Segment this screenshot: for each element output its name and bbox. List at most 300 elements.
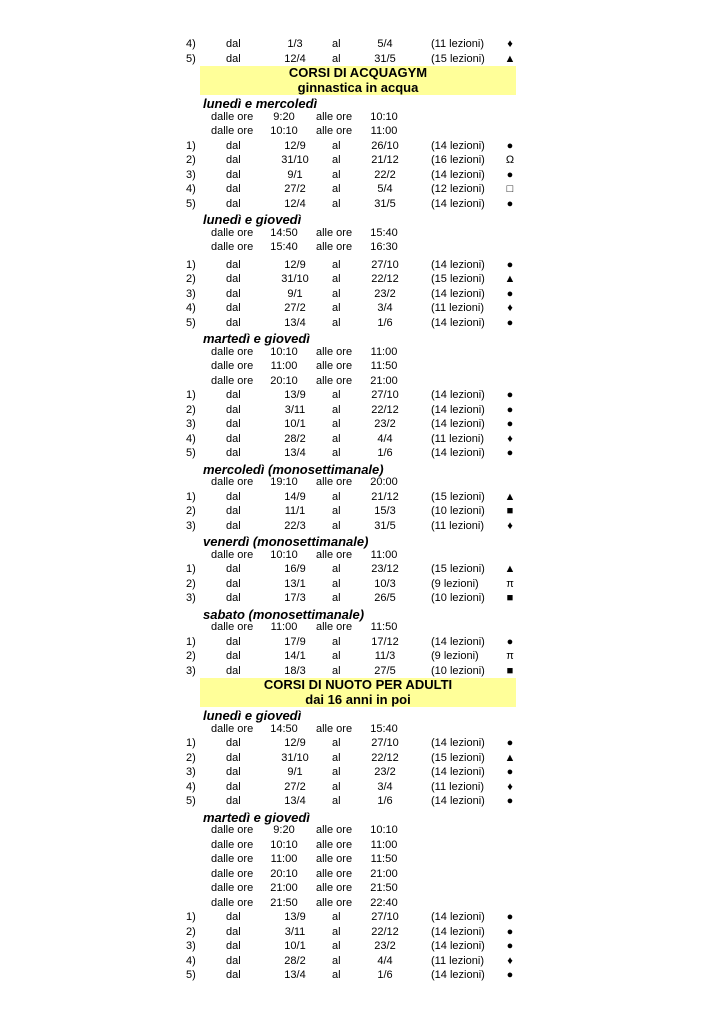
group-symbol: ● <box>506 737 514 749</box>
start-time: 11:00 <box>270 360 298 372</box>
time-row <box>0 124 724 139</box>
dal-label: dal <box>226 577 241 590</box>
lesson-count: (15 lezioni) <box>431 52 485 65</box>
lesson-row <box>0 52 724 67</box>
group-symbol: ♦ <box>507 38 513 50</box>
lesson-row <box>0 562 724 577</box>
dal-label: dal <box>226 911 241 923</box>
alle-label: alle ore <box>316 226 353 239</box>
end-date: 26/10 <box>371 139 399 152</box>
end-time: 21:50 <box>370 882 398 894</box>
lesson-row <box>0 794 724 809</box>
lesson-number: 1) <box>186 258 196 271</box>
end-time: 10:10 <box>370 824 398 836</box>
end-date: 17/12 <box>371 635 399 648</box>
day-label: mercoledì (monosettimanale) <box>203 461 384 477</box>
lesson-row <box>0 388 724 403</box>
start-date: 1/3 <box>287 38 303 50</box>
group-symbol: ● <box>506 197 514 210</box>
lesson-row <box>0 765 724 780</box>
alle-label: alle ore <box>316 838 353 851</box>
al-label: al <box>332 52 341 65</box>
time-row <box>0 374 724 389</box>
day-label: lunedì e giovedì <box>203 708 302 723</box>
start-date: 31/10 <box>281 273 309 285</box>
start-date: 12/9 <box>284 258 306 271</box>
alle-label: alle ore <box>316 110 353 123</box>
al-label: al <box>332 447 341 459</box>
alle-label: alle ore <box>316 896 353 909</box>
time-row <box>0 838 724 853</box>
dal-label: dal <box>226 505 241 517</box>
start-date: 13/4 <box>284 795 306 807</box>
dal-label: dal <box>226 737 241 749</box>
al-label: al <box>332 664 341 677</box>
lesson-number: 1) <box>186 490 196 503</box>
group-symbol: ● <box>506 389 514 401</box>
end-date: 11/3 <box>374 650 396 662</box>
lesson-count: (10 lezioni) <box>431 592 485 604</box>
group-symbol: ■ <box>506 505 514 517</box>
start-date: 17/3 <box>284 592 306 604</box>
dalle-label: dalle ore <box>211 548 254 561</box>
lesson-row <box>0 591 724 606</box>
time-row <box>0 722 724 737</box>
lesson-number: 4) <box>186 780 196 793</box>
al-label: al <box>332 795 341 807</box>
end-time: 11:50 <box>370 360 398 372</box>
end-date: 31/5 <box>374 52 396 65</box>
lesson-count: (11 lezioni) <box>431 38 484 50</box>
al-label: al <box>332 139 341 152</box>
time-row <box>0 345 724 360</box>
lesson-row <box>0 139 724 154</box>
end-date: 1/6 <box>377 795 393 807</box>
al-label: al <box>332 780 341 793</box>
end-date: 4/4 <box>377 954 393 967</box>
lesson-number: 3) <box>186 766 196 778</box>
lesson-count: (11 lezioni) <box>431 780 484 793</box>
lesson-number: 5) <box>186 316 196 329</box>
day-heading <box>0 533 724 548</box>
lesson-row <box>0 954 724 969</box>
group-symbol: π <box>506 650 514 662</box>
lesson-number: 2) <box>186 751 196 764</box>
lesson-count: (11 lezioni) <box>431 954 484 967</box>
end-date: 3/4 <box>377 780 393 793</box>
al-label: al <box>332 490 341 503</box>
end-date: 27/10 <box>371 737 399 749</box>
start-date: 12/9 <box>284 737 306 749</box>
lesson-number: 5) <box>186 52 196 65</box>
start-date: 13/1 <box>284 577 306 590</box>
group-symbol: ● <box>506 940 514 952</box>
start-time: 20:10 <box>270 374 298 387</box>
group-symbol: ● <box>506 418 514 430</box>
group-symbol: ♦ <box>507 954 513 967</box>
start-date: 9/1 <box>287 287 303 300</box>
lesson-count: (14 lezioni) <box>431 969 485 981</box>
start-date: 3/11 <box>284 925 306 938</box>
dal-label: dal <box>226 139 241 152</box>
lesson-number: 1) <box>186 737 196 749</box>
time-row <box>0 548 724 563</box>
alle-label: alle ore <box>316 548 353 561</box>
lesson-number: 5) <box>186 197 196 210</box>
group-symbol: ● <box>506 795 514 807</box>
section-header <box>200 678 516 707</box>
dal-label: dal <box>226 168 241 181</box>
alle-label: alle ore <box>316 867 353 880</box>
dal-label: dal <box>226 273 241 285</box>
end-time: 20:00 <box>370 476 398 488</box>
group-symbol: ● <box>506 403 514 416</box>
al-label: al <box>332 505 341 517</box>
al-label: al <box>332 316 341 329</box>
dal-label: dal <box>226 154 241 166</box>
dal-label: dal <box>226 447 241 459</box>
lesson-row <box>0 301 724 316</box>
lesson-count: (14 lezioni) <box>431 737 485 749</box>
time-row <box>0 852 724 867</box>
end-date: 27/10 <box>371 258 399 271</box>
al-label: al <box>332 38 341 50</box>
lesson-number: 2) <box>186 273 196 285</box>
start-date: 13/4 <box>284 316 306 329</box>
lesson-count: (14 lezioni) <box>431 925 485 938</box>
lesson-number: 3) <box>186 519 196 532</box>
al-label: al <box>332 563 341 575</box>
lesson-count: (10 lezioni) <box>431 664 485 677</box>
lesson-number: 2) <box>186 154 196 166</box>
time-row <box>0 867 724 882</box>
group-symbol: ● <box>506 911 514 923</box>
end-date: 26/5 <box>374 592 396 604</box>
lesson-number: 1) <box>186 139 196 152</box>
end-date: 1/6 <box>377 447 393 459</box>
lesson-row <box>0 316 724 331</box>
group-symbol: ● <box>506 969 514 981</box>
al-label: al <box>332 389 341 401</box>
lesson-number: 3) <box>186 592 196 604</box>
lesson-count: (14 lezioni) <box>431 447 485 459</box>
al-label: al <box>332 766 341 778</box>
lesson-row <box>0 519 724 534</box>
group-symbol: ♦ <box>507 519 513 532</box>
lesson-count: (14 lezioni) <box>431 418 485 430</box>
dal-label: dal <box>226 302 241 314</box>
group-symbol: ♦ <box>507 302 513 314</box>
end-time: 11:50 <box>370 853 398 865</box>
alle-label: alle ore <box>316 345 353 358</box>
lesson-count: (9 lezioni) <box>431 577 479 590</box>
end-date: 22/12 <box>371 751 399 764</box>
lesson-row <box>0 925 724 940</box>
end-time: 21:00 <box>370 867 398 880</box>
lesson-number: 4) <box>186 302 196 314</box>
lesson-row <box>0 197 724 212</box>
lesson-count: (15 lezioni) <box>431 751 485 764</box>
end-date: 22/12 <box>371 403 399 416</box>
end-date: 23/2 <box>374 287 396 300</box>
end-date: 1/6 <box>377 316 393 329</box>
lesson-number: 3) <box>186 940 196 952</box>
end-date: 1/6 <box>377 969 393 981</box>
start-date: 12/4 <box>284 52 306 65</box>
group-symbol: ● <box>506 316 514 329</box>
day-label: sabato (monosettimanale) <box>203 606 365 622</box>
start-date: 3/11 <box>284 403 306 416</box>
al-label: al <box>332 592 341 604</box>
al-label: al <box>332 751 341 764</box>
lesson-count: (14 lezioni) <box>431 168 485 181</box>
section-title: CORSI DI ACQUAGYM <box>288 65 428 80</box>
group-symbol: Ω <box>505 154 515 166</box>
day-label: martedì e giovedì <box>203 809 310 825</box>
end-date: 15/3 <box>374 505 396 517</box>
group-symbol: ■ <box>506 664 514 677</box>
end-date: 22/12 <box>371 273 399 285</box>
lesson-row <box>0 37 724 52</box>
dal-label: dal <box>226 197 241 210</box>
alle-label: alle ore <box>316 824 353 836</box>
lesson-row <box>0 635 724 650</box>
lesson-count: (14 lezioni) <box>431 197 485 210</box>
start-date: 9/1 <box>287 766 303 778</box>
dalle-label: dalle ore <box>211 345 254 358</box>
lesson-count: (9 lezioni) <box>431 650 479 662</box>
lesson-row <box>0 182 724 197</box>
lesson-count: (14 lezioni) <box>431 795 485 807</box>
alle-label: alle ore <box>316 125 353 137</box>
lesson-count: (16 lezioni) <box>431 154 485 166</box>
lesson-count: (15 lezioni) <box>431 273 485 285</box>
end-date: 31/5 <box>374 197 396 210</box>
dal-label: dal <box>226 592 241 604</box>
start-date: 13/9 <box>284 911 306 923</box>
end-date: 27/10 <box>371 389 399 401</box>
dal-label: dal <box>226 780 241 793</box>
group-symbol: □ <box>506 183 514 195</box>
start-date: 13/9 <box>284 389 306 401</box>
start-date: 14/9 <box>284 490 306 503</box>
start-date: 31/10 <box>281 751 309 764</box>
lesson-row <box>0 258 724 273</box>
time-row <box>0 475 724 490</box>
time-row <box>0 226 724 241</box>
end-date: 10/3 <box>374 577 396 590</box>
lesson-row <box>0 168 724 183</box>
day-label: venerdì (monosettimanale) <box>203 534 369 549</box>
lesson-row <box>0 780 724 795</box>
time-row <box>0 110 724 125</box>
start-date: 13/4 <box>284 969 306 981</box>
day-heading <box>0 95 724 110</box>
lesson-row <box>0 153 724 168</box>
lesson-number: 4) <box>186 432 196 445</box>
start-time: 19:10 <box>270 476 298 488</box>
day-heading <box>0 330 724 345</box>
lesson-number: 2) <box>186 403 196 416</box>
group-symbol: π <box>506 577 514 590</box>
start-date: 28/2 <box>284 432 306 445</box>
group-symbol: ● <box>506 168 514 181</box>
start-time: 10:10 <box>270 548 298 561</box>
dal-label: dal <box>226 490 241 503</box>
start-time: 10:10 <box>270 838 298 851</box>
end-time: 11:00 <box>370 548 398 561</box>
end-date: 23/2 <box>374 940 396 952</box>
lesson-number: 3) <box>186 418 196 430</box>
dal-label: dal <box>226 664 241 677</box>
dal-label: dal <box>226 418 241 430</box>
time-row <box>0 359 724 374</box>
al-label: al <box>332 925 341 938</box>
end-date: 22/12 <box>371 925 399 938</box>
lesson-count: (14 lezioni) <box>431 403 485 416</box>
al-label: al <box>332 577 341 590</box>
lesson-number: 1) <box>186 389 196 401</box>
dalle-label: dalle ore <box>211 853 254 865</box>
start-date: 17/9 <box>284 635 306 648</box>
al-label: al <box>332 154 341 166</box>
lesson-number: 3) <box>186 664 196 677</box>
lesson-count: (14 lezioni) <box>431 940 485 952</box>
section-subtitle: ginnastica in acqua <box>297 79 419 95</box>
end-time: 15:40 <box>370 722 398 735</box>
group-symbol: ♦ <box>507 432 513 445</box>
dal-label: dal <box>226 925 241 938</box>
time-row <box>0 823 724 838</box>
day-heading <box>0 211 724 226</box>
start-date: 31/10 <box>281 154 309 166</box>
dalle-label: dalle ore <box>211 838 254 851</box>
start-date: 10/1 <box>284 940 306 952</box>
start-date: 16/9 <box>284 563 306 575</box>
alle-label: alle ore <box>316 722 353 735</box>
group-symbol: ▲ <box>504 273 516 285</box>
group-symbol: ■ <box>506 592 514 604</box>
start-time: 10:10 <box>270 345 298 358</box>
lesson-count: (15 lezioni) <box>431 490 485 503</box>
group-symbol: ▲ <box>504 751 516 764</box>
end-time: 11:00 <box>370 345 398 358</box>
time-row <box>0 881 724 896</box>
al-label: al <box>332 403 341 416</box>
lesson-count: (14 lezioni) <box>431 635 485 648</box>
dal-label: dal <box>226 403 241 416</box>
lesson-row <box>0 577 724 592</box>
dal-label: dal <box>226 766 241 778</box>
end-date: 5/4 <box>377 183 393 195</box>
end-time: 11:50 <box>370 621 398 633</box>
lesson-count: (11 lezioni) <box>431 302 484 314</box>
start-date: 27/2 <box>284 183 306 195</box>
start-date: 28/2 <box>284 954 306 967</box>
time-row <box>0 896 724 911</box>
lesson-number: 2) <box>186 577 196 590</box>
dalle-label: dalle ore <box>211 241 254 253</box>
lesson-count: (14 lezioni) <box>431 911 485 923</box>
dalle-label: dalle ore <box>211 896 254 909</box>
al-label: al <box>332 940 341 952</box>
lesson-row <box>0 968 724 983</box>
group-symbol: ▲ <box>504 52 516 65</box>
lesson-number: 5) <box>186 447 196 459</box>
lesson-number: 3) <box>186 168 196 181</box>
lesson-row <box>0 272 724 287</box>
end-time: 11:00 <box>370 125 398 137</box>
group-symbol: ● <box>506 925 514 938</box>
al-label: al <box>332 258 341 271</box>
dalle-label: dalle ore <box>211 125 254 137</box>
lesson-count: (11 lezioni) <box>431 432 484 445</box>
end-date: 21/12 <box>371 154 399 166</box>
group-symbol: ● <box>506 635 514 648</box>
dalle-label: dalle ore <box>211 824 254 836</box>
start-date: 18/3 <box>284 664 306 677</box>
start-date: 12/9 <box>284 139 306 152</box>
lesson-row <box>0 446 724 461</box>
al-label: al <box>332 168 341 181</box>
end-date: 22/2 <box>374 168 396 181</box>
alle-label: alle ore <box>316 360 353 372</box>
end-time: 11:00 <box>370 838 398 851</box>
end-time: 10:10 <box>370 110 398 123</box>
lesson-row <box>0 403 724 418</box>
start-time: 11:00 <box>270 621 298 633</box>
alle-label: alle ore <box>316 853 353 865</box>
al-label: al <box>332 432 341 445</box>
schedule-document <box>0 37 724 983</box>
start-time: 9:20 <box>273 110 295 123</box>
dalle-label: dalle ore <box>211 722 254 735</box>
al-label: al <box>332 969 341 981</box>
lesson-number: 2) <box>186 650 196 662</box>
group-symbol: ▲ <box>504 490 516 503</box>
group-symbol: ● <box>506 766 514 778</box>
dal-label: dal <box>226 38 241 50</box>
lesson-count: (12 lezioni) <box>431 183 485 195</box>
dal-label: dal <box>226 969 241 981</box>
end-date: 5/4 <box>377 38 393 50</box>
end-time: 21:00 <box>370 374 398 387</box>
lesson-count: (14 lezioni) <box>431 258 485 271</box>
lesson-count: (14 lezioni) <box>431 316 485 329</box>
lesson-row <box>0 664 724 679</box>
day-heading <box>0 606 724 621</box>
dalle-label: dalle ore <box>211 374 254 387</box>
lesson-count: (11 lezioni) <box>431 519 484 532</box>
lesson-row <box>0 751 724 766</box>
al-label: al <box>332 519 341 532</box>
dal-label: dal <box>226 52 241 65</box>
start-date: 10/1 <box>284 418 306 430</box>
group-symbol: ● <box>506 258 514 271</box>
al-label: al <box>332 418 341 430</box>
section-title: CORSI DI NUOTO PER ADULTI <box>263 677 453 692</box>
al-label: al <box>332 197 341 210</box>
start-time: 9:20 <box>273 824 295 836</box>
alle-label: alle ore <box>316 241 353 253</box>
lesson-row <box>0 910 724 925</box>
lesson-number: 4) <box>186 183 196 195</box>
lesson-number: 4) <box>186 954 196 967</box>
group-symbol: ● <box>506 447 514 459</box>
dal-label: dal <box>226 940 241 952</box>
day-label: lunedì e mercoledì <box>203 96 318 111</box>
dalle-label: dalle ore <box>211 621 254 633</box>
